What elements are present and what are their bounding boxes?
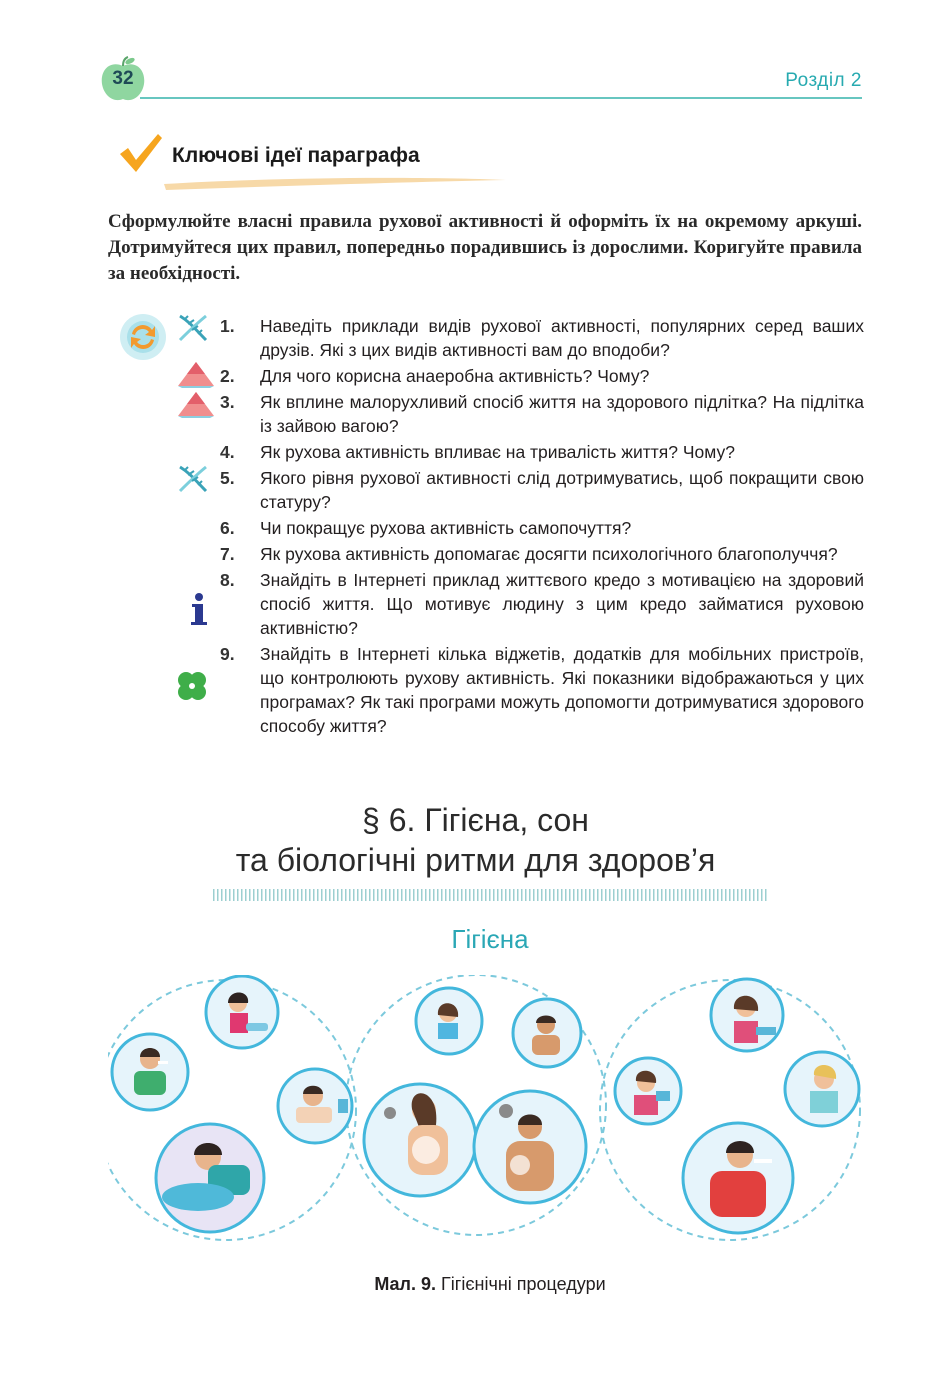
- question-text: Знайдіть в Інтернеті приклад життєвого кредо з мотивацією на здоровий спосіб життя. Що мотивує людину з цим кредо займатися руховою активністю?: [260, 570, 864, 638]
- question-number: 1.: [220, 316, 235, 336]
- washing-in-sink-picture: [156, 1124, 264, 1232]
- figure-caption: [0, 1274, 951, 1295]
- washing-body-picture: [513, 999, 581, 1067]
- info-icon: [188, 592, 210, 626]
- title-brush-underline: [160, 172, 510, 192]
- man-brushing-teeth-picture: [683, 1123, 793, 1233]
- question-text: Знайдіть в Інтернеті кілька віджетів, додатків для мобільних пристроїв, що контролюють рухову активність. Які показники відображаються у цих програмах? Як такі програми можуть допомогти дотримуватися здорового способу життя?: [260, 644, 864, 736]
- question-text: Якого рівня рухової активності слід дотримуватись, щоб покращити свою статуру?: [260, 468, 864, 512]
- question-number: 3.: [220, 392, 235, 412]
- question-number: 2.: [220, 366, 235, 386]
- question-number: 5.: [220, 468, 235, 488]
- section-title-line2: та біологічні ритми для здоров’я: [235, 842, 716, 878]
- key-ideas-text: Сформулюйте власні правила рухової активності й оформіть їх на окремому аркуші. Дотримуйтеся цих правил, попередньо порадившись із дорослими. Коригуйте правила за необхідності.: [108, 211, 862, 284]
- questions-list: [220, 314, 864, 738]
- pyramid-icon: [176, 390, 216, 418]
- list-item: [220, 466, 864, 514]
- girl-deodorant-picture: [785, 1052, 859, 1126]
- cream-picture: [711, 979, 783, 1051]
- girl-brushing-teeth-picture: [615, 1058, 681, 1124]
- dna-icon: [176, 463, 210, 495]
- question-number: 4.: [220, 442, 235, 462]
- question-text: Для чого корисна анаеробна активність? Чому?: [260, 366, 650, 386]
- list-item: [220, 440, 864, 464]
- pyramid-icon: [176, 360, 216, 388]
- list-item: [220, 314, 864, 362]
- shower-man-picture: [474, 1091, 586, 1203]
- subsection-title: Гігієна: [451, 924, 529, 954]
- dotted-divider: [213, 889, 769, 901]
- question-text: Як вплине малорухливий спосіб життя на здорового підлітка? На підлітка із зайвою вагою?: [260, 392, 864, 436]
- clover-icon: [174, 668, 210, 704]
- washing-face-picture: [206, 976, 278, 1048]
- question-number: 8.: [220, 570, 235, 590]
- list-item: [220, 568, 864, 640]
- list-item: [220, 390, 864, 438]
- chapter-label: Розділ 2: [785, 70, 862, 91]
- dna-icon: [176, 312, 210, 344]
- hygiene-procedures-illustration: [108, 975, 868, 1245]
- key-ideas-title: Ключові ідеї параграфа: [172, 144, 420, 167]
- list-item: [220, 364, 864, 388]
- question-number: 9.: [220, 644, 235, 664]
- caption-label: Мал. 9.: [374, 1274, 437, 1294]
- question-number: 7.: [220, 544, 235, 564]
- checkmark-icon: [116, 128, 164, 176]
- caption-text: Гігієнічні процедури: [441, 1274, 606, 1294]
- question-text: Як рухова активність допомагає досягти психологічного благополуччя?: [260, 544, 838, 564]
- list-item: [220, 516, 864, 540]
- question-text: Наведіть приклади видів рухової активності, популярних серед ваших друзів. Які з цих видів активності вам до вподоби?: [260, 316, 864, 360]
- list-item: [220, 542, 864, 566]
- question-text: Чи покращує рухова активність самопочуття?: [260, 518, 632, 538]
- question-number: 6.: [220, 518, 235, 538]
- deodorant-picture: [416, 988, 482, 1054]
- header-rule: [140, 97, 862, 99]
- page-number: 32: [112, 68, 134, 89]
- shower-woman-picture: [364, 1084, 476, 1196]
- brushing-teeth-picture: [112, 1034, 188, 1110]
- section-title-line1: § 6. Гігієна, сон: [362, 802, 589, 838]
- list-item: [220, 642, 864, 738]
- question-text: Як рухова активність впливає на тривалість життя? Чому?: [260, 442, 735, 462]
- shaving-picture: [278, 1069, 352, 1143]
- refresh-cycle-icon: [118, 312, 168, 362]
